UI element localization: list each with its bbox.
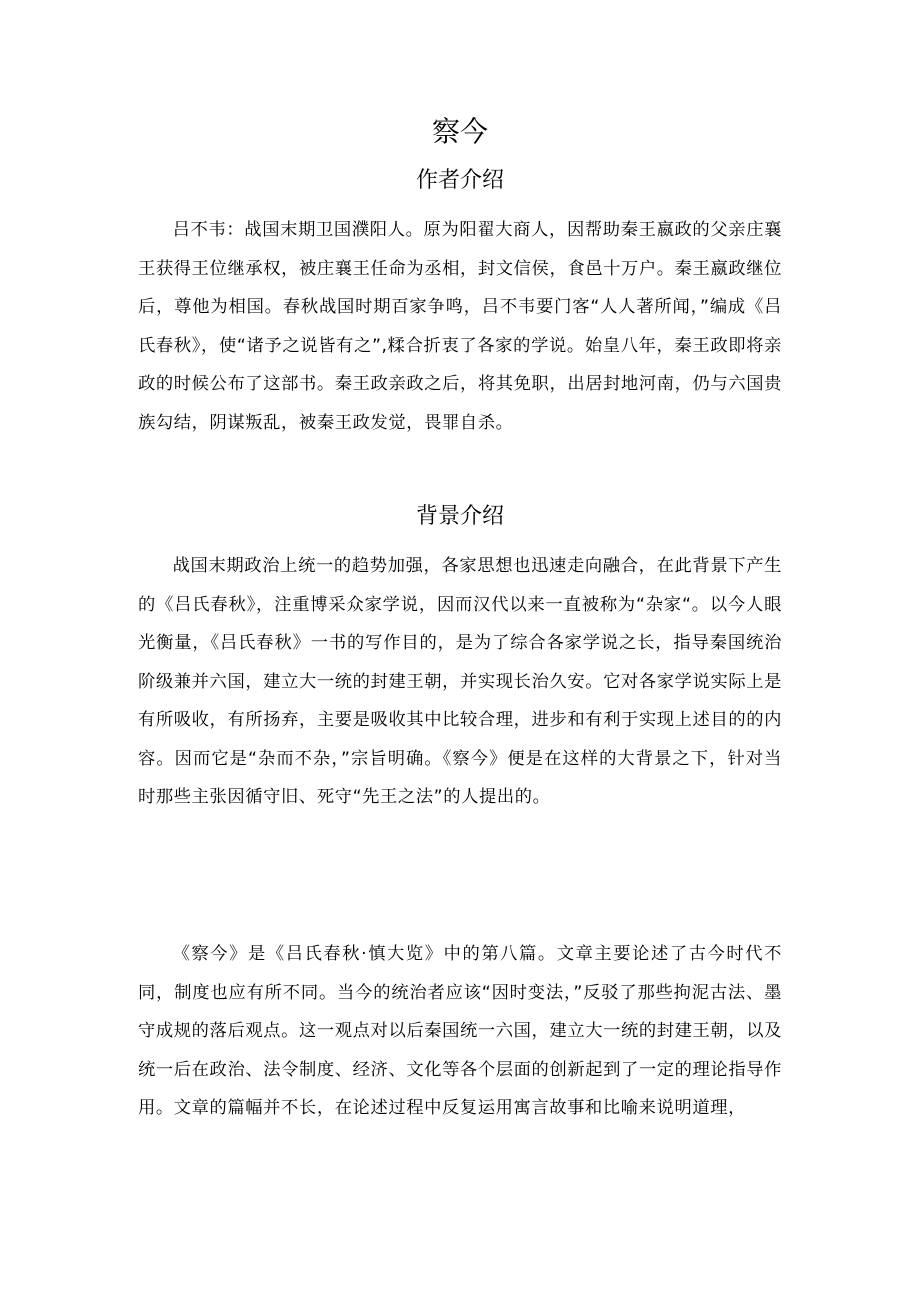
document-title: 察今: [431, 115, 488, 148]
background-paragraph: 战国末期政治上统一的趋势加强，各家思想也迅速走向融合，在此背景下产生的《吕氏春秋》，注重博采众家学说，因而汉代以来一直被称为“杂家“。以今人眼光衡量，《吕氏春秋》一书的写作目的，是为了综合各家学说之长，指导秦国统治阶级兼并六国，建立大一统的封建王朝，并实现长治久安。它对各家学说实际上是有所吸收，有所扬弃，主要是吸收其中比较合理，进步和有利于实现上述目的的内容。因而它是“杂而不杂，”宗旨明确。《察今》便是在这样的大背景之下，针对当时那些主张因循守旧、死守“先王之法”的人提出的。: [138, 556, 782, 807]
section-heading-author: 作者介绍: [415, 168, 504, 193]
author-paragraph: 吕不韦：战国末期卫国濮阳人。原为阳翟大商人，因帮助秦王嬴政的父亲庄襄王获得王位继承权，被庄襄王任命为丞相，封文信侯，食邑十万户。秦王嬴政继位后，尊他为相国。春秋战国时期百家争鸣，吕不韦要门客“人人著所闻，”编成《吕氏春秋》，使“诸予之说皆有之”,糅合折衷了各家的学说。始皇八年，秦王政即将亲政的时候公布了这部书。秦王政亲政之后，将其免职，出居封地河南，仍与六国贵族勾结，阴谋叛乱，被秦王政发觉，畏罪自杀。: [138, 220, 782, 433]
section-heading-background: 背景介绍: [415, 504, 504, 529]
chajin-intro-paragraph: 《察今》是《吕氏春秋·慎大览》中的第八篇。文章主要论述了古今时代不同，制度也应有所不同。当今的统治者应该“因时变法，”反驳了那些拘泥古法、墨守成规的落后观点。这一观点对以后秦国统一六国，建立大一统的封建王朝，以及统一后在政治、法令制度、经济、文化等各个层面的创新起到了一定的理论指导作用。文章的篇幅并不长，在论述过程中反复运用寓言故事和比喻来说明道理，: [138, 944, 782, 1118]
